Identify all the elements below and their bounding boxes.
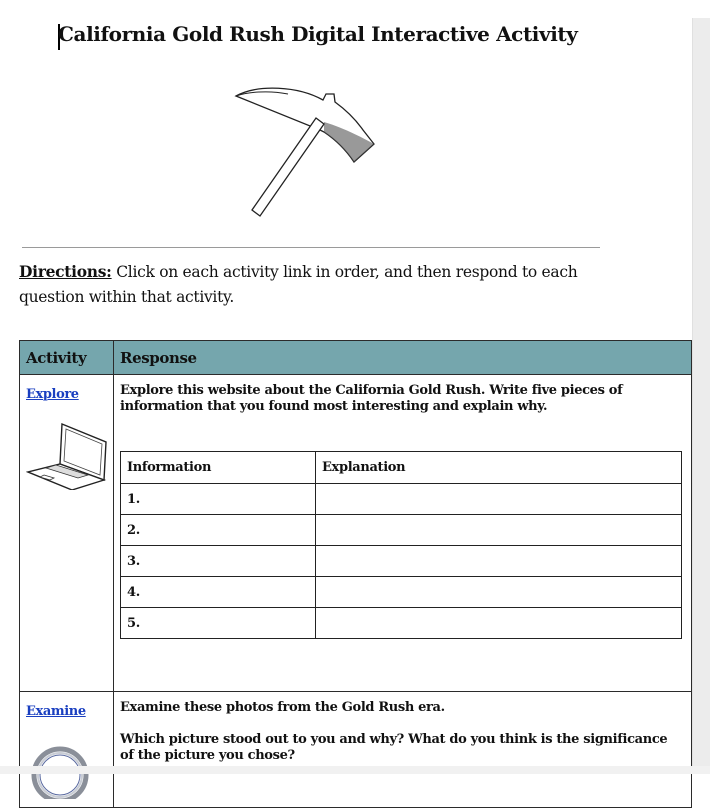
explanation-cell[interactable] [316,546,682,577]
table-row [121,484,682,515]
explanation-cell[interactable] [316,577,682,608]
information-cell[interactable]: 4. [121,577,316,608]
bottom-bar [0,766,710,774]
table-row [20,375,692,692]
examine-prompt: Examine these photos from the Gold Rush era. [120,700,445,715]
activity-cell [20,375,114,692]
table-row [121,515,682,546]
explanation-cell[interactable] [316,515,682,546]
information-table [120,451,682,639]
laptop-icon [26,420,110,490]
directions-label: Directions: [19,262,112,281]
examine-question: Which picture stood out to you and why? What do you think is the significance of the picture you chose? [120,732,668,763]
table-row [121,608,682,639]
response-cell [114,375,692,692]
information-cell[interactable]: 5. [121,608,316,639]
explore-prompt: Explore this website about the California Gold Rush. Write five pieces of information that you found most interesting and explain why. [120,383,623,414]
explanation-cell[interactable] [316,608,682,639]
vertical-scrollbar[interactable] [692,18,710,774]
pickaxe-icon [228,82,396,222]
document-title: California Gold Rush Digital Interactive Activity [58,22,578,46]
directions-text: Click on each activity link in order, and then respond to each question within that activity. [19,263,578,306]
inner-header-explanation: Explanation [316,452,682,484]
directions [19,259,599,310]
explore-link[interactable]: Explore [26,387,79,402]
examine-link[interactable]: Examine [26,704,86,719]
information-cell[interactable]: 1. [121,484,316,515]
header-activity: Activity [20,341,114,375]
table-row [20,692,692,808]
inner-header-information: Information [121,452,316,484]
horizontal-rule [22,247,600,248]
activity-table [19,340,692,808]
table-row [121,546,682,577]
activity-table-header [20,341,692,375]
information-cell[interactable]: 3. [121,546,316,577]
header-response: Response [114,341,692,375]
information-cell[interactable]: 2. [121,515,316,546]
explanation-cell[interactable] [316,484,682,515]
activity-cell [20,692,114,808]
response-cell [114,692,692,808]
table-row [121,577,682,608]
